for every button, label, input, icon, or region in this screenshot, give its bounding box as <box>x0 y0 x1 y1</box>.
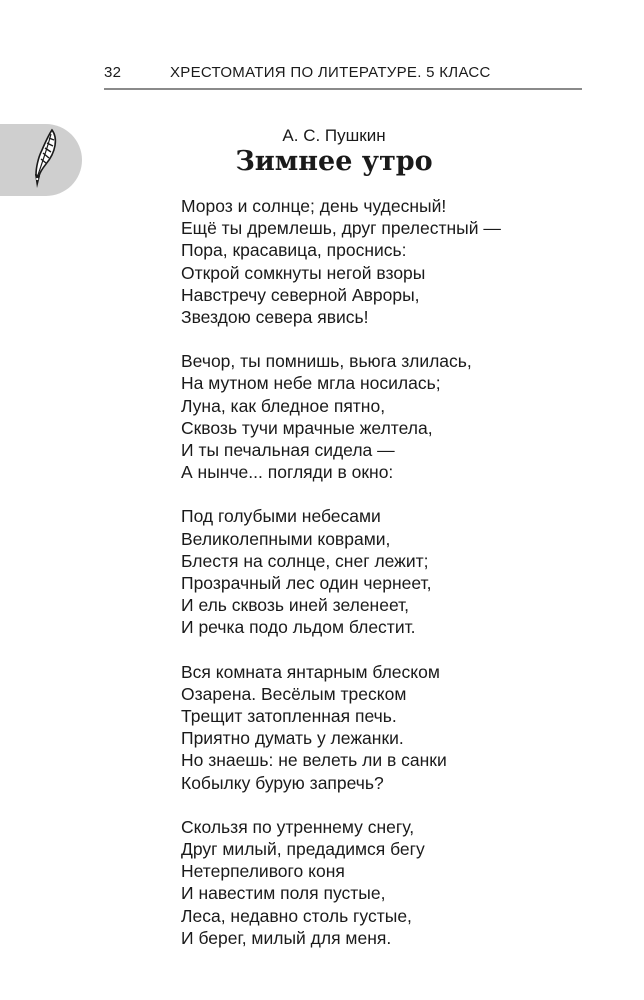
poem-line: Прозрачный лес один чернеет, <box>181 573 432 594</box>
poem-line: Луна, как бледное пятно, <box>181 395 386 416</box>
poem-line: Кобылку бурую запречь? <box>181 772 384 793</box>
author-name: А. С. Пушкин <box>282 126 386 145</box>
poem-line: Пора, красавица, проснись: <box>181 240 407 261</box>
poem-line: Нетерпеливого коня <box>181 861 345 882</box>
poem-line: Ещё ты дремлешь, друг прелестный — <box>181 218 501 239</box>
poem-line: И речка подо льдом блестит. <box>181 617 416 638</box>
poem-line: И ель сквозь иней зеленеет, <box>181 595 410 616</box>
poem-title: Зимнее утро <box>235 146 433 177</box>
page-header <box>104 60 582 90</box>
poem-line: И ты печальная сидела — <box>181 440 395 461</box>
poem-line: Под голубыми небесами <box>181 506 381 527</box>
poem-line: И берег, милый для меня. <box>181 927 392 948</box>
poem-line: Леса, недавно столь густые, <box>181 905 412 926</box>
poem-line: Звездою севера явись! <box>181 307 369 328</box>
poem-line: Трещит затопленная печь. <box>181 706 397 727</box>
poem-line: Открой сомкнуты негой взоры <box>181 262 426 283</box>
poem-line: Навстречу северной Авроры, <box>181 284 420 305</box>
stanza <box>181 350 621 483</box>
stanza <box>181 816 621 949</box>
poem-line: Вечор, ты помнишь, вьюга злилась, <box>181 351 472 372</box>
poem-line: Приятно думать у лежанки. <box>181 728 404 749</box>
poem-line: Сквозь тучи мрачные желтела, <box>181 417 433 438</box>
poem-line: Великолепными коврами, <box>181 528 391 549</box>
running-title: ХРЕСТОМАТИЯ ПО ЛИТЕРАТУРЕ. 5 КЛАСС <box>170 64 491 81</box>
poem-line: Друг милый, предадимся бегу <box>181 839 425 860</box>
poem-line: Блестя на солнце, снег лежит; <box>181 550 429 571</box>
poem-line: Мороз и солнце; день чудесный! <box>181 196 447 216</box>
stanza <box>181 195 621 328</box>
stanza <box>181 505 621 638</box>
poem-line: Скользя по утреннему снегу, <box>181 816 415 837</box>
poem-line: На мутном небе мгла носилась; <box>181 373 441 394</box>
poem-line: И навестим поля пустые, <box>181 883 386 904</box>
poem-line: А нынче... погляди в окно: <box>181 462 394 483</box>
page-number: 32 <box>104 64 122 81</box>
poem-body <box>181 195 621 971</box>
poem-line: Вся комната янтарным блеском <box>181 661 440 682</box>
stanza <box>181 661 621 794</box>
poem-line: Озарена. Весёлым треском <box>181 683 407 704</box>
poem-line: Но знаешь: не велеть ли в санки <box>181 750 447 771</box>
